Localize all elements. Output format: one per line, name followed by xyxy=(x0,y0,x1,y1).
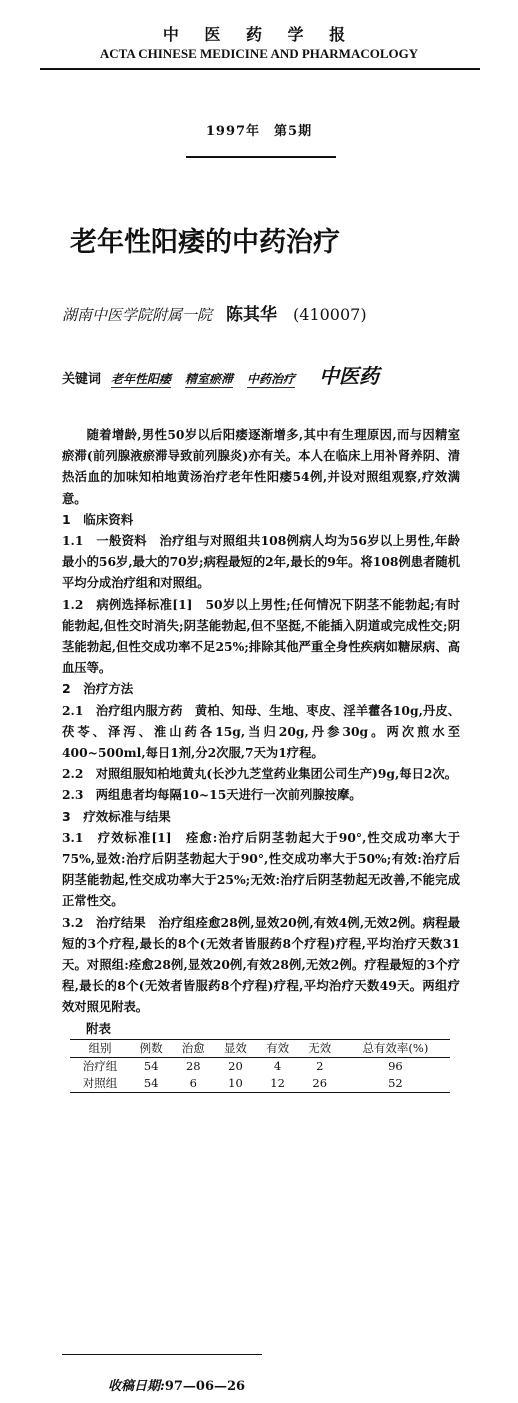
table-cell: 54 xyxy=(130,1075,172,1093)
table-row xyxy=(70,1075,450,1093)
table-cell: 96 xyxy=(388,1058,403,1073)
table-header-cell: 组别 xyxy=(70,1039,130,1057)
paragraph: 2.2 对照组服知柏地黄丸(长沙九芝堂药业集团公司生产)9g,每日2次。 xyxy=(62,766,458,782)
paragraph: 3.2 治疗结果 治疗组痊愈28例,显效20例,有效4例,无效2例。病程最短的3个疗程,最长的8个(无效者皆服药8个疗程)疗程,平均治疗天数31天。对照组:痊愈28例,显效20例,有效28例,无效2例。疗程最短的3个疗程,最长的8个(无效者皆服药8个疗程)疗程,平均治疗天数49天。两组疗效对照见附表。 xyxy=(62,914,460,1015)
received-value: 97—06—26 xyxy=(164,1379,246,1394)
results-table xyxy=(70,1039,450,1093)
table-cell: 治疗组 xyxy=(82,1058,118,1073)
journal-title-en: ACTA CHINESE MEDICINE AND PHARMACOLOGY xyxy=(99,46,419,61)
table-cell: 2 xyxy=(316,1058,324,1073)
table-header-cell: 有效 xyxy=(257,1039,299,1057)
issue-label: 1997年 第5期 xyxy=(205,124,313,139)
table-cell: 26 xyxy=(299,1075,341,1093)
table-cell: 6 xyxy=(172,1075,214,1093)
table-cell: 20 xyxy=(228,1058,243,1073)
table-cell: 12 xyxy=(257,1075,299,1093)
journal-title-cn: 中 医 药 学 报 xyxy=(162,25,356,44)
table-cell: 52 xyxy=(341,1075,450,1093)
issue-rule xyxy=(186,156,336,158)
article-title: 老年性阳痿的中药治疗 xyxy=(70,227,340,258)
table-header-cell: 总有效率(%) xyxy=(341,1039,450,1057)
keyword-item: 中药治疗 xyxy=(247,372,296,386)
author-line xyxy=(62,300,482,325)
table-cell: 54 xyxy=(143,1058,159,1073)
keywords-line xyxy=(62,360,482,389)
table-header-cell: 例数 xyxy=(130,1039,172,1057)
keyword-item: 精室瘀滞 xyxy=(185,372,234,386)
paragraph: 2.1 治疗组内服方药 黄柏、知母、生地、枣皮、淫羊藿各10g,丹皮、茯苓、泽泻、淮山药各15g,当归20g,丹参30g。两次煎水至400~500ml,每日1剂,分2次服,7天为1疗程。 xyxy=(62,702,460,761)
keyword-item: 老年性阳痿 xyxy=(111,372,172,386)
received-date xyxy=(108,1375,245,1394)
paragraph: 3.1 疗效标准[1] 痊愈:治疗后阴茎勃起大于90°,性交成功率大于75%,显效:治疗后阴茎勃起大于90°,性交成功率大于50%;有效:治疗后阴茎能勃起,性交成功率大于25%;无效:治疗后阴茎勃起无改善,不能完成正常性交。 xyxy=(62,829,460,909)
table-cell: 4 xyxy=(273,1058,282,1073)
table-row xyxy=(70,1057,450,1075)
table-cell: 10 xyxy=(214,1075,256,1093)
section-heading: 3 疗效标准与结果 xyxy=(62,808,171,824)
author-name: 陈其华 xyxy=(226,305,278,325)
article-body xyxy=(62,424,460,1093)
intro-paragraph: 随着增龄,男性50岁以后阳痿逐渐增多,其中有生理原因,而与因精室瘀滞(前列腺液瘀滞导致前列腺炎)亦有关。本人在临床上用补肾养阴、清热活血的加味知柏地黄汤治疗老年性阳痿54例,并设对照组观察,疗效满意。 xyxy=(62,427,460,506)
section-heading: 2 治疗方法 xyxy=(62,681,134,697)
table-header-cell: 显效 xyxy=(214,1039,256,1057)
handwritten-seal: 中医药 xyxy=(319,364,380,388)
table-header-cell: 治愈 xyxy=(172,1039,214,1057)
table-cell: 对照组 xyxy=(70,1075,130,1093)
paragraph: 2.3 两组患者均每隔10~15天进行一次前列腺按摩。 xyxy=(62,787,362,803)
received-label: 收稿日期: xyxy=(108,1379,165,1394)
author-postcode: (410007) xyxy=(293,305,367,324)
paragraph: 1.1 一般资料 治疗组与对照组共108例病人均为56岁以上男性,年龄最小的56岁,最大的70岁;病程最短的2年,最长的9年。将108例患者随机平均分成治疗组和对照组。 xyxy=(62,533,460,591)
header-rule xyxy=(40,68,480,70)
table-title: 附表 xyxy=(86,1020,112,1036)
keywords-label: 关键词 xyxy=(62,372,102,387)
author-affiliation: 湖南中医学院附属一院 xyxy=(62,306,213,324)
section-heading: 1 临床资料 xyxy=(62,511,134,527)
footnote-rule xyxy=(62,1354,262,1355)
table-cell: 28 xyxy=(185,1058,201,1073)
table-header-row xyxy=(70,1039,450,1057)
paragraph: 1.2 病例选择标准[1] 50岁以上男性;任何情况下阴茎不能勃起;有时能勃起,但性交时消失;阴茎能勃起,但不坚挺,不能插入阴道或完成性交;阴茎能勃起,但性交成功率不足25%;排除其他严重全身性疾病如糖尿病、高血压等。 xyxy=(62,596,460,676)
table-header-cell: 无效 xyxy=(299,1039,341,1057)
